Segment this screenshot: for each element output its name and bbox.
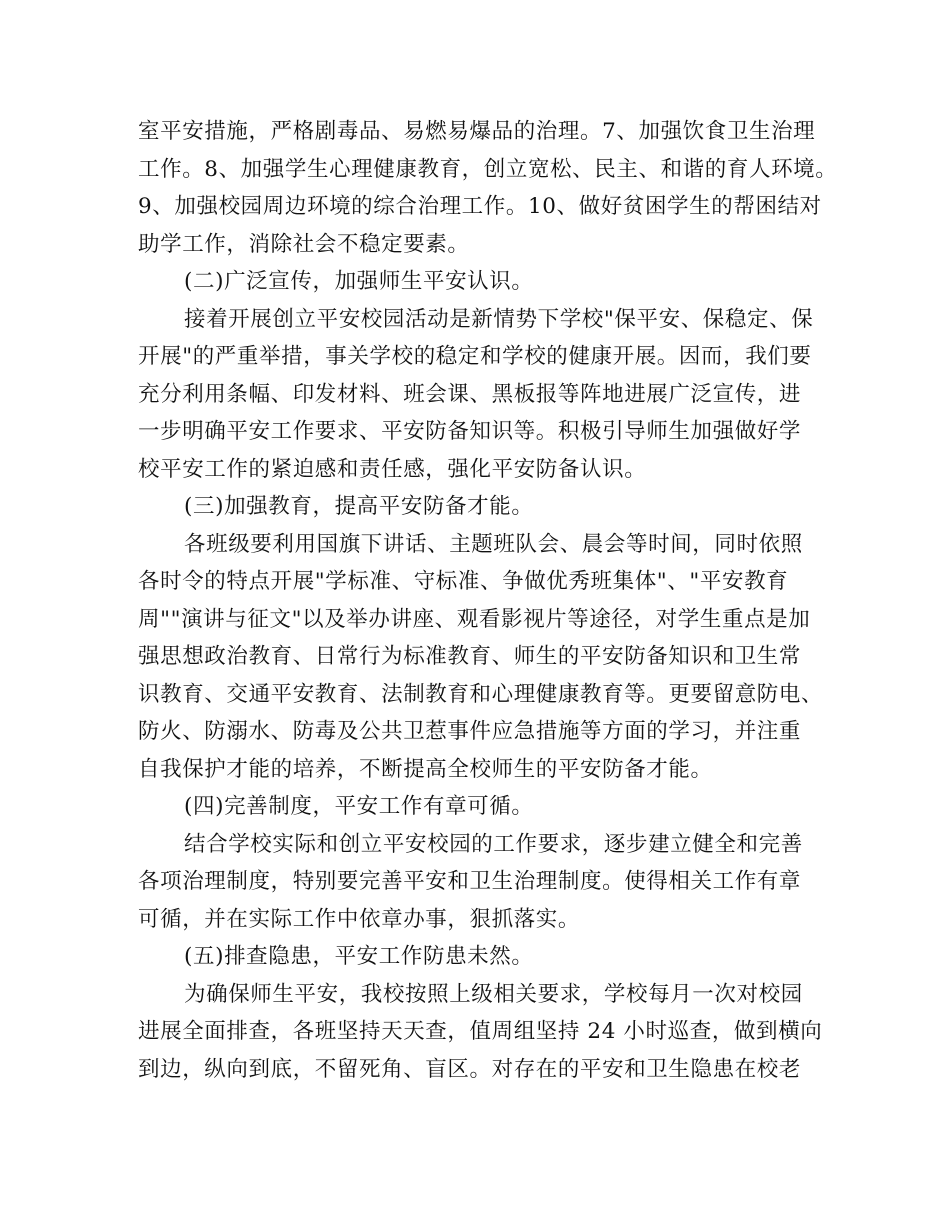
text-line: 各班级要利用国旗下讲话、主题班队会、晨会等时间，同时依照 <box>184 531 803 557</box>
text-line: 各项治理制度，特别要完善平安和卫生治理制度。使得相关工作有章 <box>138 869 802 894</box>
text-line: (二)广泛宣传，加强师生平安认识。 <box>184 269 534 294</box>
text-line: 强思想政治教育、日常行为标准教育、师生的平安防备知识和卫生常 <box>138 644 802 669</box>
text-line: 接着开展创立平安校园活动是新情势下学校"保平安、保稳定、保 <box>184 306 814 332</box>
document-body <box>138 113 838 1088</box>
text-line: 助学工作，消除社会不稳定要素。 <box>138 231 470 257</box>
text-line: 自我保护才能的培养，不断提高全校师生的平安防备才能。 <box>138 756 713 782</box>
text-line: 校平安工作的紧迫感和责任感，强化平安防备认识。 <box>138 456 647 482</box>
text-line: 周""演讲与征文"以及举办讲座、观看影视片等途径，对学生重点是加 <box>138 606 811 632</box>
text-line: 各时令的特点开展"学标准、守标准、争做优秀班集体"、"平安教育 <box>138 569 789 594</box>
text-line: 进展全面排查，各班坚持天天查，值周组坚持 24 小时巡查，做到横向 <box>138 1019 823 1044</box>
text-line: 9、加强校园周边环境的综合治理工作。10、做好贫困学生的帮困结对 <box>138 194 822 219</box>
text-line: 可循，并在实际工作中依章办事，狠抓落实。 <box>138 906 581 932</box>
text-line: 为确保师生平安，我校按照上级相关要求，学校每月一次对校园 <box>184 981 803 1007</box>
text-line: (五)排查隐患，平安工作防患未然。 <box>184 944 534 969</box>
text-line: (三)加强教育，提高平安防备才能。 <box>184 494 534 519</box>
text-line: 识教育、交通平安教育、法制教育和心理健康教育等。更要留意防电、 <box>138 681 824 707</box>
text-line: 结合学校实际和创立平安校园的工作要求，逐步建立健全和完善 <box>184 831 803 857</box>
text-line: 室平安措施，严格剧毒品、易燃易爆品的治理。7、加强饮食卫生治理 <box>138 119 816 144</box>
text-line: (四)完善制度，平安工作有章可循。 <box>184 794 534 819</box>
text-line: 工作。8、加强学生心理健康教育，创立宽松、民主、和谐的育人环境。 <box>138 156 838 182</box>
text-line: 一步明确平安工作要求、平安防备知识等。积极引导师生加强做好学 <box>138 419 802 444</box>
text-line: 防火、防溺水、防毒及公共卫惹事件应急措施等方面的学习，并注重 <box>138 719 802 744</box>
text-line: 开展"的严重举措，事关学校的稳定和学校的健康开展。因而，我们要 <box>138 344 812 369</box>
text-line: 充分利用条幅、印发材料、班会课、黑板报等阵地进展广泛宣传，进 <box>138 381 802 407</box>
text-line: 到边，纵向到底，不留死角、盲区。对存在的平安和卫生隐患在校老 <box>138 1056 802 1082</box>
